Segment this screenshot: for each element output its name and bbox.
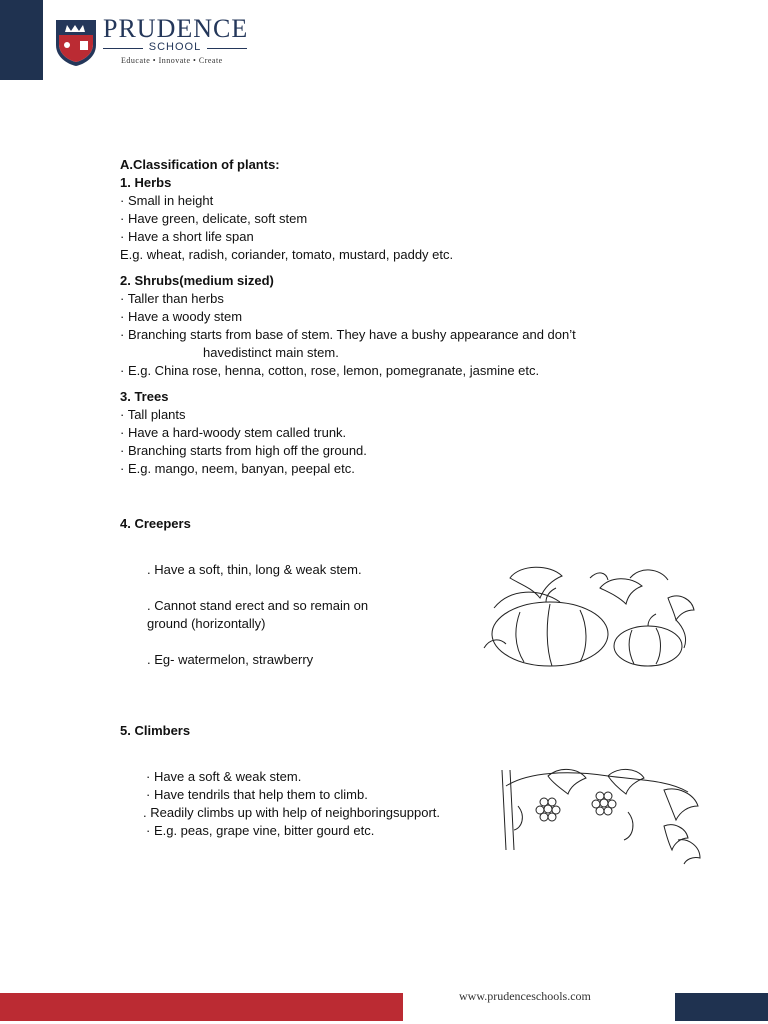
brand-sub: SCHOOL xyxy=(148,41,202,53)
classification-section xyxy=(120,156,640,478)
shrubs-point: · Have a woody stem xyxy=(120,309,243,324)
climbers-body xyxy=(143,768,486,840)
creepers-body xyxy=(147,561,447,669)
herbs-point: · Have green, delicate, soft stem xyxy=(120,211,308,226)
herbs-example: E.g. wheat, radish, coriander, tomato, mustard, paddy etc. xyxy=(120,247,454,262)
herbs-heading: 1. Herbs xyxy=(120,175,172,190)
trees-point: · Branching starts from high off the ground. xyxy=(120,443,367,458)
climbers-point: · Have a soft & weak stem. xyxy=(146,769,302,784)
brand-sub-row xyxy=(103,41,247,55)
climbers-point: · E.g. peas, grape vine, bitter gourd etc. xyxy=(146,823,375,838)
creepers-point: . Cannot stand erect and so remain on xyxy=(147,598,369,613)
pumpkin-vine-illustration-icon xyxy=(480,558,700,670)
creepers-point: . Have a soft, thin, long & weak stem. xyxy=(147,562,362,577)
school-crest-icon xyxy=(53,17,99,67)
shrubs-heading: 2. Shrubs(medium sized) xyxy=(120,273,274,288)
shrubs-point: · Branching starts from base of stem. They have a bushy appearance and don’t xyxy=(120,327,576,342)
herbs-point: · Small in height xyxy=(120,193,214,208)
shrubs-example: · E.g. China rose, henna, cotton, rose, lemon, pomegranate, jasmine etc. xyxy=(120,363,540,378)
herbs-point: · Have a short life span xyxy=(120,229,254,244)
brand-tagline: Educate • Innovate • Create xyxy=(121,56,223,65)
footer-navy-band xyxy=(675,993,768,1021)
footer-red-band xyxy=(0,993,403,1021)
creepers-point-cont: ground (horizontally) xyxy=(147,616,266,631)
divider-left xyxy=(103,48,143,49)
climbers-point: · Have tendrils that help them to climb. xyxy=(146,787,368,802)
grape-vine-illustration-icon xyxy=(488,766,710,866)
header-navy-bar xyxy=(0,0,43,80)
trees-point: · Tall plants xyxy=(120,407,186,422)
divider-right xyxy=(207,48,247,49)
creepers-heading: 4. Creepers xyxy=(120,516,191,531)
climbers-point: . Readily climbs up with help of neighboringsupport. xyxy=(143,805,441,820)
trees-point: · Have a hard-woody stem called trunk. xyxy=(120,425,347,440)
shrubs-continuation: havedistinct main stem. xyxy=(203,345,339,360)
shrubs-point: · Taller than herbs xyxy=(120,291,224,306)
section-title: A.Classification of plants: xyxy=(120,157,280,172)
trees-point: · E.g. mango, neem, banyan, peepal etc. xyxy=(120,461,355,476)
footer-website-link[interactable]: www.prudenceschools.com xyxy=(459,989,591,1003)
trees-heading: 3. Trees xyxy=(120,389,169,404)
brand-name: PRUDENCE xyxy=(103,14,249,43)
climbers-heading: 5. Climbers xyxy=(120,723,191,738)
school-logo xyxy=(53,14,253,70)
creepers-example: . Eg- watermelon, strawberry xyxy=(147,652,314,667)
